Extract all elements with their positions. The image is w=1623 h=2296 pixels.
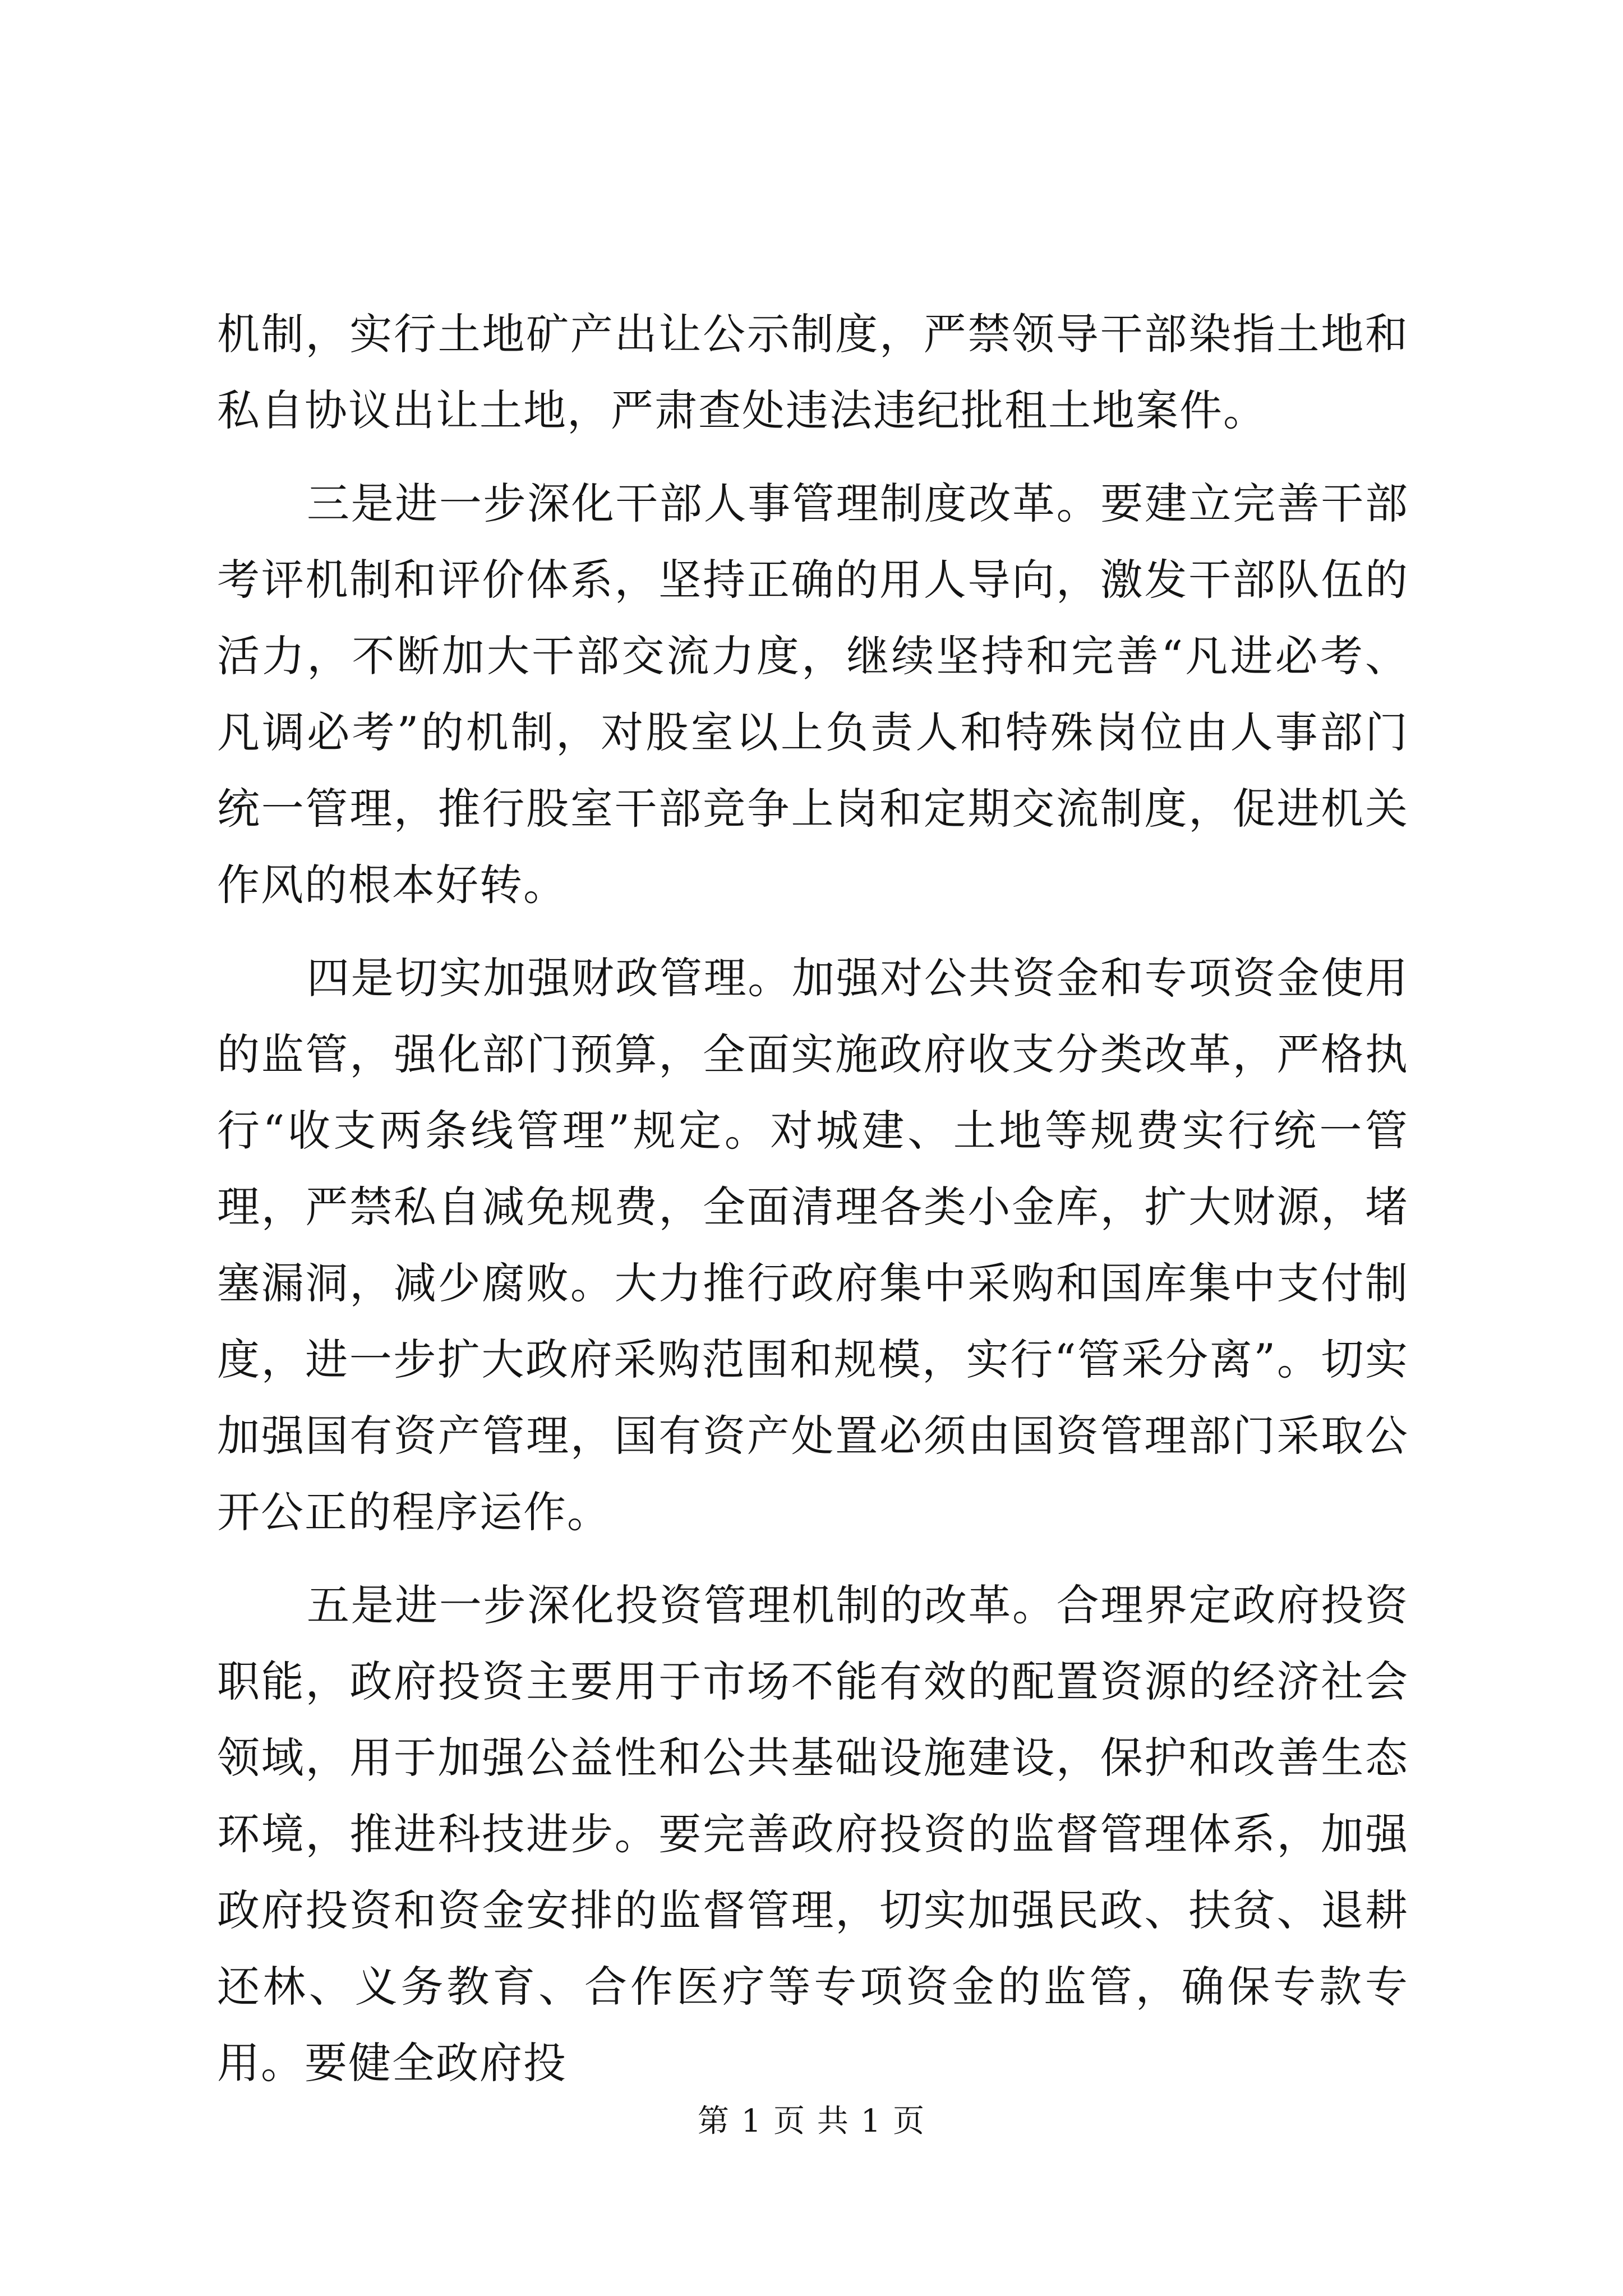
paragraph-investment-reform: 五是进一步深化投资管理机制的改革。合理界定政府投资职能，政府投资主要用于市场不能有效的配置资源的经济社会领域，用于加强公益性和公共基础设施建设，保护和改善生态环境，推进科技进步。要完善政府投资的监督管理体系，加强政府投资和资金安排的监督管理，切实加强民政、扶贫、退耕还林、义务教育、合作医疗等专项资金的监管，确保专款专用。要健全政府投 [217, 1580, 1409, 2088]
paragraph-cadre-reform: 三是进一步深化干部人事管理制度改革。要建立完善干部考评机制和评价体系，坚持正确的用人导向，激发干部队伍的活力，不断加大干部交流力度，继续坚持和完善“凡进必考、凡调必考”的机制，对股室以上负责人和特殊岗位由人事部门统一管理，推行股室干部竞争上岗和定期交流制度，促进机关作风的根本好转。 [217, 478, 1409, 910]
document-body [217, 296, 1409, 2101]
page-footer: 第 1 页 共 1 页 [697, 2103, 926, 2139]
paragraph-continuation: 机制，实行土地矿产出让公示制度，严禁领导干部染指土地和私自协议出让土地，严肃查处违法违纪批租土地案件。 [217, 309, 1409, 435]
paragraph-finance-management: 四是切实加强财政管理。加强对公共资金和专项资金使用的监管，强化部门预算，全面实施政府收支分类改革，严格执行“收支两条线管理”规定。对城建、土地等规费实行统一管理，严禁私自减免规费，全面清理各类小金库，扩大财源，堵塞漏洞，减少腐败。大力推行政府集中采购和国库集中支付制度，进一步扩大政府采购范围和规模，实行“管采分离”。切实加强国有资产管理，国有资产处置必须由国资管理部门采取公开公正的程序运作。 [217, 953, 1409, 1537]
